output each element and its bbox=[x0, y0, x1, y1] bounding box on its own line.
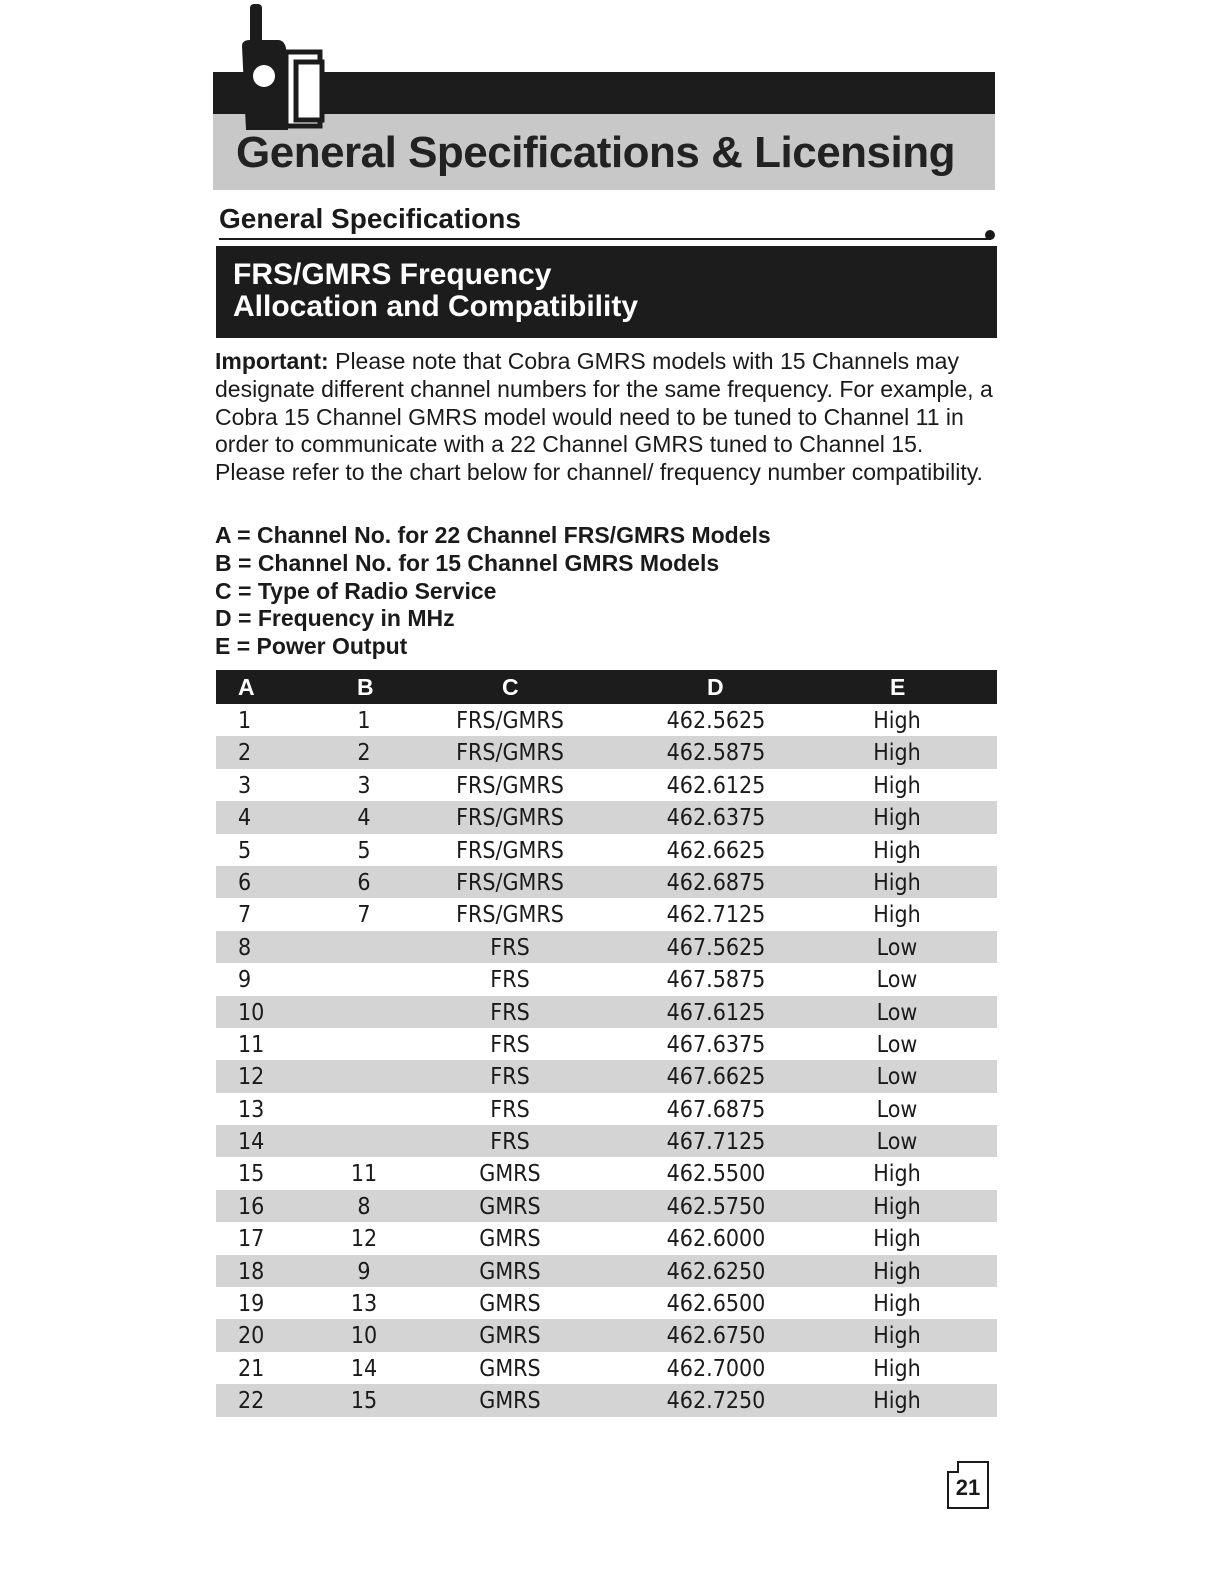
cell-power-text: High bbox=[873, 772, 921, 799]
cell-channel-22: 7 bbox=[238, 902, 252, 929]
page-number: 21 bbox=[955, 1475, 981, 1500]
cell-service-text: FRS/GMRS bbox=[456, 708, 564, 734]
cell-power-text: High bbox=[873, 1291, 921, 1318]
table-row bbox=[216, 1060, 997, 1092]
table-row bbox=[216, 898, 997, 930]
cell-power-text: Low bbox=[876, 1129, 918, 1156]
cell-channel-22: 20 bbox=[238, 1323, 265, 1350]
section-title: General Specifications bbox=[219, 203, 521, 234]
cell-service-text: FRS bbox=[490, 1096, 530, 1123]
cell-frequency-text: 467.7125 bbox=[666, 1129, 766, 1156]
cell-channel-22: 1 bbox=[238, 708, 252, 734]
table-row bbox=[216, 1287, 997, 1319]
legend-item: D = Frequency in MHz bbox=[215, 605, 455, 632]
cell-frequency-text: 462.7000 bbox=[666, 1355, 766, 1382]
cell-channel-22: 13 bbox=[238, 1096, 265, 1123]
cell-service-text: FRS/GMRS bbox=[456, 740, 564, 767]
cell-service-text: GMRS bbox=[479, 1291, 541, 1318]
cell-service-text: FRS/GMRS bbox=[456, 837, 564, 864]
cell-frequency-text: 462.5750 bbox=[666, 1193, 766, 1220]
cell-frequency-text: 467.6125 bbox=[666, 999, 766, 1026]
cell-frequency-text: 462.6375 bbox=[666, 805, 766, 832]
table-row bbox=[216, 801, 997, 833]
cell-channel-22: 8 bbox=[238, 934, 252, 961]
cell-channel-15-text: 5 bbox=[357, 837, 371, 864]
cell-channel-22: 21 bbox=[238, 1355, 265, 1382]
cell-channel-22: 14 bbox=[238, 1129, 265, 1156]
table-row bbox=[216, 704, 997, 736]
legend-item: B = Channel No. for 15 Channel GMRS Models bbox=[215, 549, 720, 576]
cell-service-text: FRS bbox=[490, 1064, 530, 1091]
cell-channel-15-text: 1 bbox=[357, 708, 371, 734]
cell-channel-15-text: 9 bbox=[357, 1258, 371, 1285]
cell-frequency-text: 467.5625 bbox=[666, 934, 766, 961]
cell-service-text: FRS bbox=[490, 934, 530, 961]
table-row bbox=[216, 1157, 997, 1189]
legend-item: E = Power Output bbox=[215, 633, 408, 660]
cell-service-text: GMRS bbox=[479, 1193, 541, 1220]
section-rule bbox=[219, 238, 991, 240]
table-row bbox=[216, 1319, 997, 1351]
cell-service-text: FRS/GMRS bbox=[456, 869, 564, 896]
header-d: D bbox=[707, 674, 724, 700]
header-a: A bbox=[238, 674, 255, 700]
cell-power-text: Low bbox=[876, 967, 918, 994]
cell-channel-15-text: 6 bbox=[357, 869, 371, 896]
cell-power-text: High bbox=[873, 1258, 921, 1285]
cell-power-text: High bbox=[873, 1323, 921, 1350]
important-note bbox=[215, 348, 995, 487]
cell-service-text: FRS bbox=[490, 999, 530, 1026]
cell-power-text: High bbox=[873, 1355, 921, 1382]
cell-power-text: High bbox=[873, 1161, 921, 1188]
header-black-band bbox=[213, 72, 995, 114]
cell-service-text: FRS bbox=[490, 1031, 530, 1058]
cell-channel-22: 16 bbox=[238, 1193, 265, 1220]
page-number-box bbox=[947, 1461, 989, 1509]
cell-frequency-text: 467.6875 bbox=[666, 1096, 766, 1123]
column-legend bbox=[215, 522, 771, 661]
cell-channel-15-text: 4 bbox=[357, 805, 371, 832]
cell-service-text: FRS bbox=[490, 1129, 530, 1156]
cell-frequency-text: 462.7125 bbox=[666, 902, 766, 929]
cell-power-text: High bbox=[873, 1388, 921, 1415]
cell-power-text: Low bbox=[876, 1031, 918, 1058]
frequency-table bbox=[216, 670, 997, 1417]
cell-frequency-text: 467.6625 bbox=[666, 1064, 766, 1091]
cell-service-text: GMRS bbox=[479, 1258, 541, 1285]
cell-service-text: GMRS bbox=[479, 1323, 541, 1350]
cell-power-text: High bbox=[873, 1193, 921, 1220]
cell-channel-15-text: 14 bbox=[350, 1355, 378, 1382]
important-text: Please note that Cobra GMRS models with 15 Channels may designate different channel numbers for the same frequency. For example, a Cobra 15 Channel GMRS model would need to be tuned to Channel 11 in order to communicate with a 22 Channel GMRS tuned to Channel 15. Please refer to the chart below for channel/ frequency number compatibility. bbox=[215, 348, 993, 486]
cell-service-text: FRS/GMRS bbox=[456, 772, 564, 799]
cell-power-text: Low bbox=[876, 934, 918, 961]
subsection-title-line2: Allocation and Compatibility bbox=[233, 290, 639, 323]
cell-channel-22: 12 bbox=[238, 1064, 265, 1091]
cell-channel-22: 3 bbox=[238, 772, 252, 799]
walkie-talkie-icon bbox=[238, 4, 330, 134]
cell-channel-15-text: 7 bbox=[357, 902, 371, 929]
cell-frequency-text: 462.5875 bbox=[666, 740, 766, 767]
cell-frequency-text: 462.6500 bbox=[666, 1291, 766, 1318]
cell-frequency-text: 462.6625 bbox=[666, 837, 766, 864]
cell-channel-15-text: 8 bbox=[357, 1193, 371, 1220]
table-row bbox=[216, 1093, 997, 1125]
table-row bbox=[216, 1384, 997, 1416]
cell-channel-15-text: 3 bbox=[357, 772, 371, 799]
cell-service-text: FRS bbox=[490, 967, 530, 994]
cell-channel-15-text: 2 bbox=[357, 740, 371, 767]
cell-channel-22: 2 bbox=[238, 740, 252, 767]
cell-channel-22: 22 bbox=[238, 1388, 265, 1415]
table-row bbox=[216, 1352, 997, 1384]
cell-frequency-text: 467.5875 bbox=[666, 967, 766, 994]
table-row bbox=[216, 866, 997, 898]
cell-service-text: GMRS bbox=[479, 1161, 541, 1188]
cell-frequency-text: 462.6125 bbox=[666, 772, 766, 799]
cell-channel-22: 10 bbox=[238, 999, 265, 1026]
cell-channel-22: 4 bbox=[238, 805, 252, 832]
cell-frequency-text: 462.7250 bbox=[666, 1388, 766, 1415]
cell-channel-22: 19 bbox=[238, 1291, 265, 1318]
important-label: Important: bbox=[215, 348, 329, 374]
table-row bbox=[216, 1190, 997, 1222]
table-body bbox=[216, 704, 997, 1417]
cell-power-text: High bbox=[873, 805, 921, 832]
table-row bbox=[216, 1125, 997, 1157]
cell-frequency-text: 462.6250 bbox=[666, 1258, 766, 1285]
table-header bbox=[216, 670, 997, 704]
cell-frequency-text: 467.6375 bbox=[666, 1031, 766, 1058]
cell-channel-15-text: 13 bbox=[350, 1291, 378, 1318]
cell-channel-15-text: 12 bbox=[350, 1226, 378, 1253]
section-rule-dot bbox=[985, 230, 995, 240]
cell-power-text: Low bbox=[876, 1064, 918, 1091]
cell-frequency-text: 462.5500 bbox=[666, 1161, 766, 1188]
cell-channel-15-text: 10 bbox=[350, 1323, 378, 1350]
header-c: C bbox=[502, 674, 519, 700]
table-row bbox=[216, 736, 997, 768]
subsection-title-line1: FRS/GMRS Frequency bbox=[233, 258, 552, 291]
legend-item: C = Type of Radio Service bbox=[215, 577, 497, 604]
table-row bbox=[216, 931, 997, 963]
header-e: E bbox=[890, 674, 906, 700]
cell-channel-22: 5 bbox=[238, 837, 252, 864]
cell-frequency-text: 462.6875 bbox=[666, 869, 766, 896]
cell-channel-15-text: 11 bbox=[350, 1161, 378, 1188]
cell-power-text: High bbox=[873, 837, 921, 864]
cell-power-text: Low bbox=[876, 999, 918, 1026]
cell-channel-15-text: 15 bbox=[350, 1388, 378, 1415]
cell-channel-22: 9 bbox=[238, 967, 252, 994]
cell-channel-22: 18 bbox=[238, 1258, 265, 1285]
cell-service-text: GMRS bbox=[479, 1226, 541, 1253]
cell-service-text: GMRS bbox=[479, 1388, 541, 1415]
cell-power-text: Low bbox=[876, 1096, 918, 1123]
cell-channel-22: 11 bbox=[238, 1031, 265, 1058]
page-title: General Specifications & Licensing bbox=[236, 128, 955, 177]
table-row bbox=[216, 769, 997, 801]
table-row bbox=[216, 963, 997, 995]
cell-power-text: High bbox=[873, 1226, 921, 1253]
legend-item: A = Channel No. for 22 Channel FRS/GMRS Models bbox=[215, 522, 771, 548]
table-row bbox=[216, 834, 997, 866]
header-b: B bbox=[357, 674, 374, 700]
table-row bbox=[216, 996, 997, 1028]
cell-power-text: High bbox=[873, 869, 921, 896]
table-row bbox=[216, 1028, 997, 1060]
cell-channel-22: 6 bbox=[238, 869, 252, 896]
cell-service-text: FRS/GMRS bbox=[456, 902, 564, 929]
cell-service-text: GMRS bbox=[479, 1355, 541, 1382]
cell-power-text: High bbox=[873, 708, 921, 734]
table-row bbox=[216, 1222, 997, 1254]
cell-power-text: High bbox=[873, 902, 921, 929]
table-row bbox=[216, 1255, 997, 1287]
cell-channel-22: 17 bbox=[238, 1226, 265, 1253]
cell-frequency-text: 462.6750 bbox=[666, 1323, 766, 1350]
cell-frequency-text: 462.5625 bbox=[666, 708, 766, 734]
cell-frequency-text: 462.6000 bbox=[666, 1226, 766, 1253]
cell-channel-22: 15 bbox=[238, 1161, 265, 1188]
cell-power-text: High bbox=[873, 740, 921, 767]
cell-service-text: FRS/GMRS bbox=[456, 805, 564, 832]
